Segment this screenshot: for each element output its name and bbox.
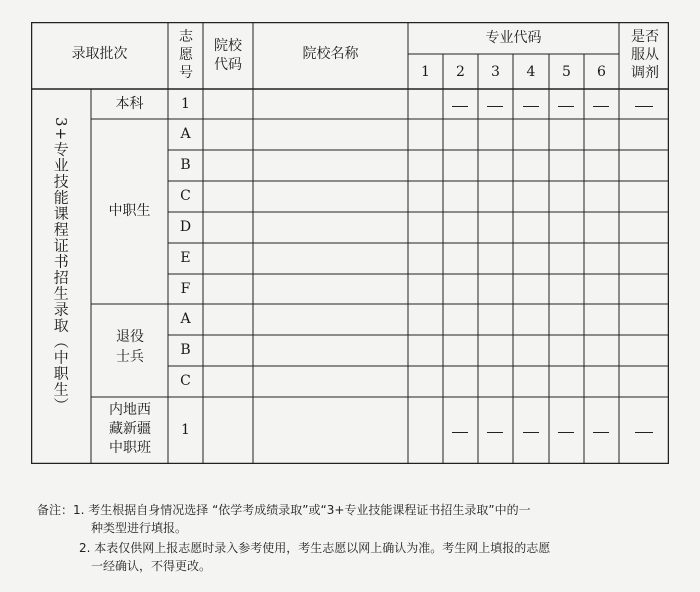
choice-vocational-e: E	[180, 250, 191, 266]
choice-veteran-c: C	[180, 373, 191, 389]
note-line-2: 2. 本表仅供网上报志愿时录入参考使用，考生志愿以网上确认为准。考生网上填报的志愿	[79, 541, 551, 555]
choice-veteran-a: A	[180, 311, 191, 327]
bachelor-major4-dash	[523, 106, 539, 107]
category-vocational: 中职生	[108, 203, 151, 219]
application-form-table	[31, 22, 669, 464]
header-adjust: 是否服从调剂	[631, 29, 659, 81]
header-batch: 录取批次	[71, 46, 128, 62]
major-col-3: 3	[491, 64, 500, 80]
major-col-6: 6	[597, 64, 606, 80]
header-major-code: 专业代码	[485, 30, 542, 46]
xinjiang-major3-dash	[487, 432, 503, 433]
category-bachelor: 本科	[115, 96, 144, 112]
choice-vocational-b: B	[180, 157, 191, 173]
note-line-1-cont: 种类型进行填报。	[91, 521, 188, 535]
header-choice-no: 志愿号	[179, 29, 193, 81]
major-col-2: 2	[456, 64, 465, 80]
choice-xinjiang-1: 1	[181, 422, 190, 438]
note-line-2-cont: 一经确认，不得更改。	[91, 559, 212, 573]
xinjiang-major2-dash	[452, 432, 468, 433]
note-line-1: 备注：1. 考生根据自身情况选择 “依学考成绩录取”或“3+专业技能课程证书招生录取”中的一	[37, 503, 531, 517]
bachelor-adjust-dash	[635, 106, 653, 107]
choice-bachelor-1: 1	[181, 96, 190, 112]
xinjiang-adjust-dash	[635, 432, 653, 433]
category-veteran: 退役士兵	[116, 329, 144, 365]
choice-vocational-d: D	[179, 219, 192, 235]
group-label-vocational-admission: 3+专业技能课程证书招生录取（中职生）	[51, 117, 70, 414]
table-grid-lines	[31, 22, 669, 464]
bachelor-major5-dash	[558, 106, 574, 107]
header-school-name: 院校名称	[302, 46, 359, 62]
xinjiang-major4-dash	[523, 432, 539, 433]
bachelor-major3-dash	[487, 106, 503, 107]
major-col-4: 4	[526, 64, 536, 80]
bachelor-major6-dash	[593, 106, 609, 107]
xinjiang-major5-dash	[558, 432, 574, 433]
choice-vocational-a: A	[180, 126, 191, 142]
major-col-5: 5	[562, 64, 571, 80]
header-school-code: 院校代码	[214, 38, 242, 73]
major-col-1: 1	[421, 64, 430, 80]
xinjiang-major6-dash	[593, 432, 609, 433]
choice-veteran-b: B	[180, 342, 191, 358]
choice-vocational-f: F	[180, 281, 191, 297]
bachelor-major2-dash	[452, 106, 468, 107]
category-xinjiang-class: 内地西藏新疆中职班	[109, 402, 151, 456]
choice-vocational-c: C	[180, 188, 191, 204]
